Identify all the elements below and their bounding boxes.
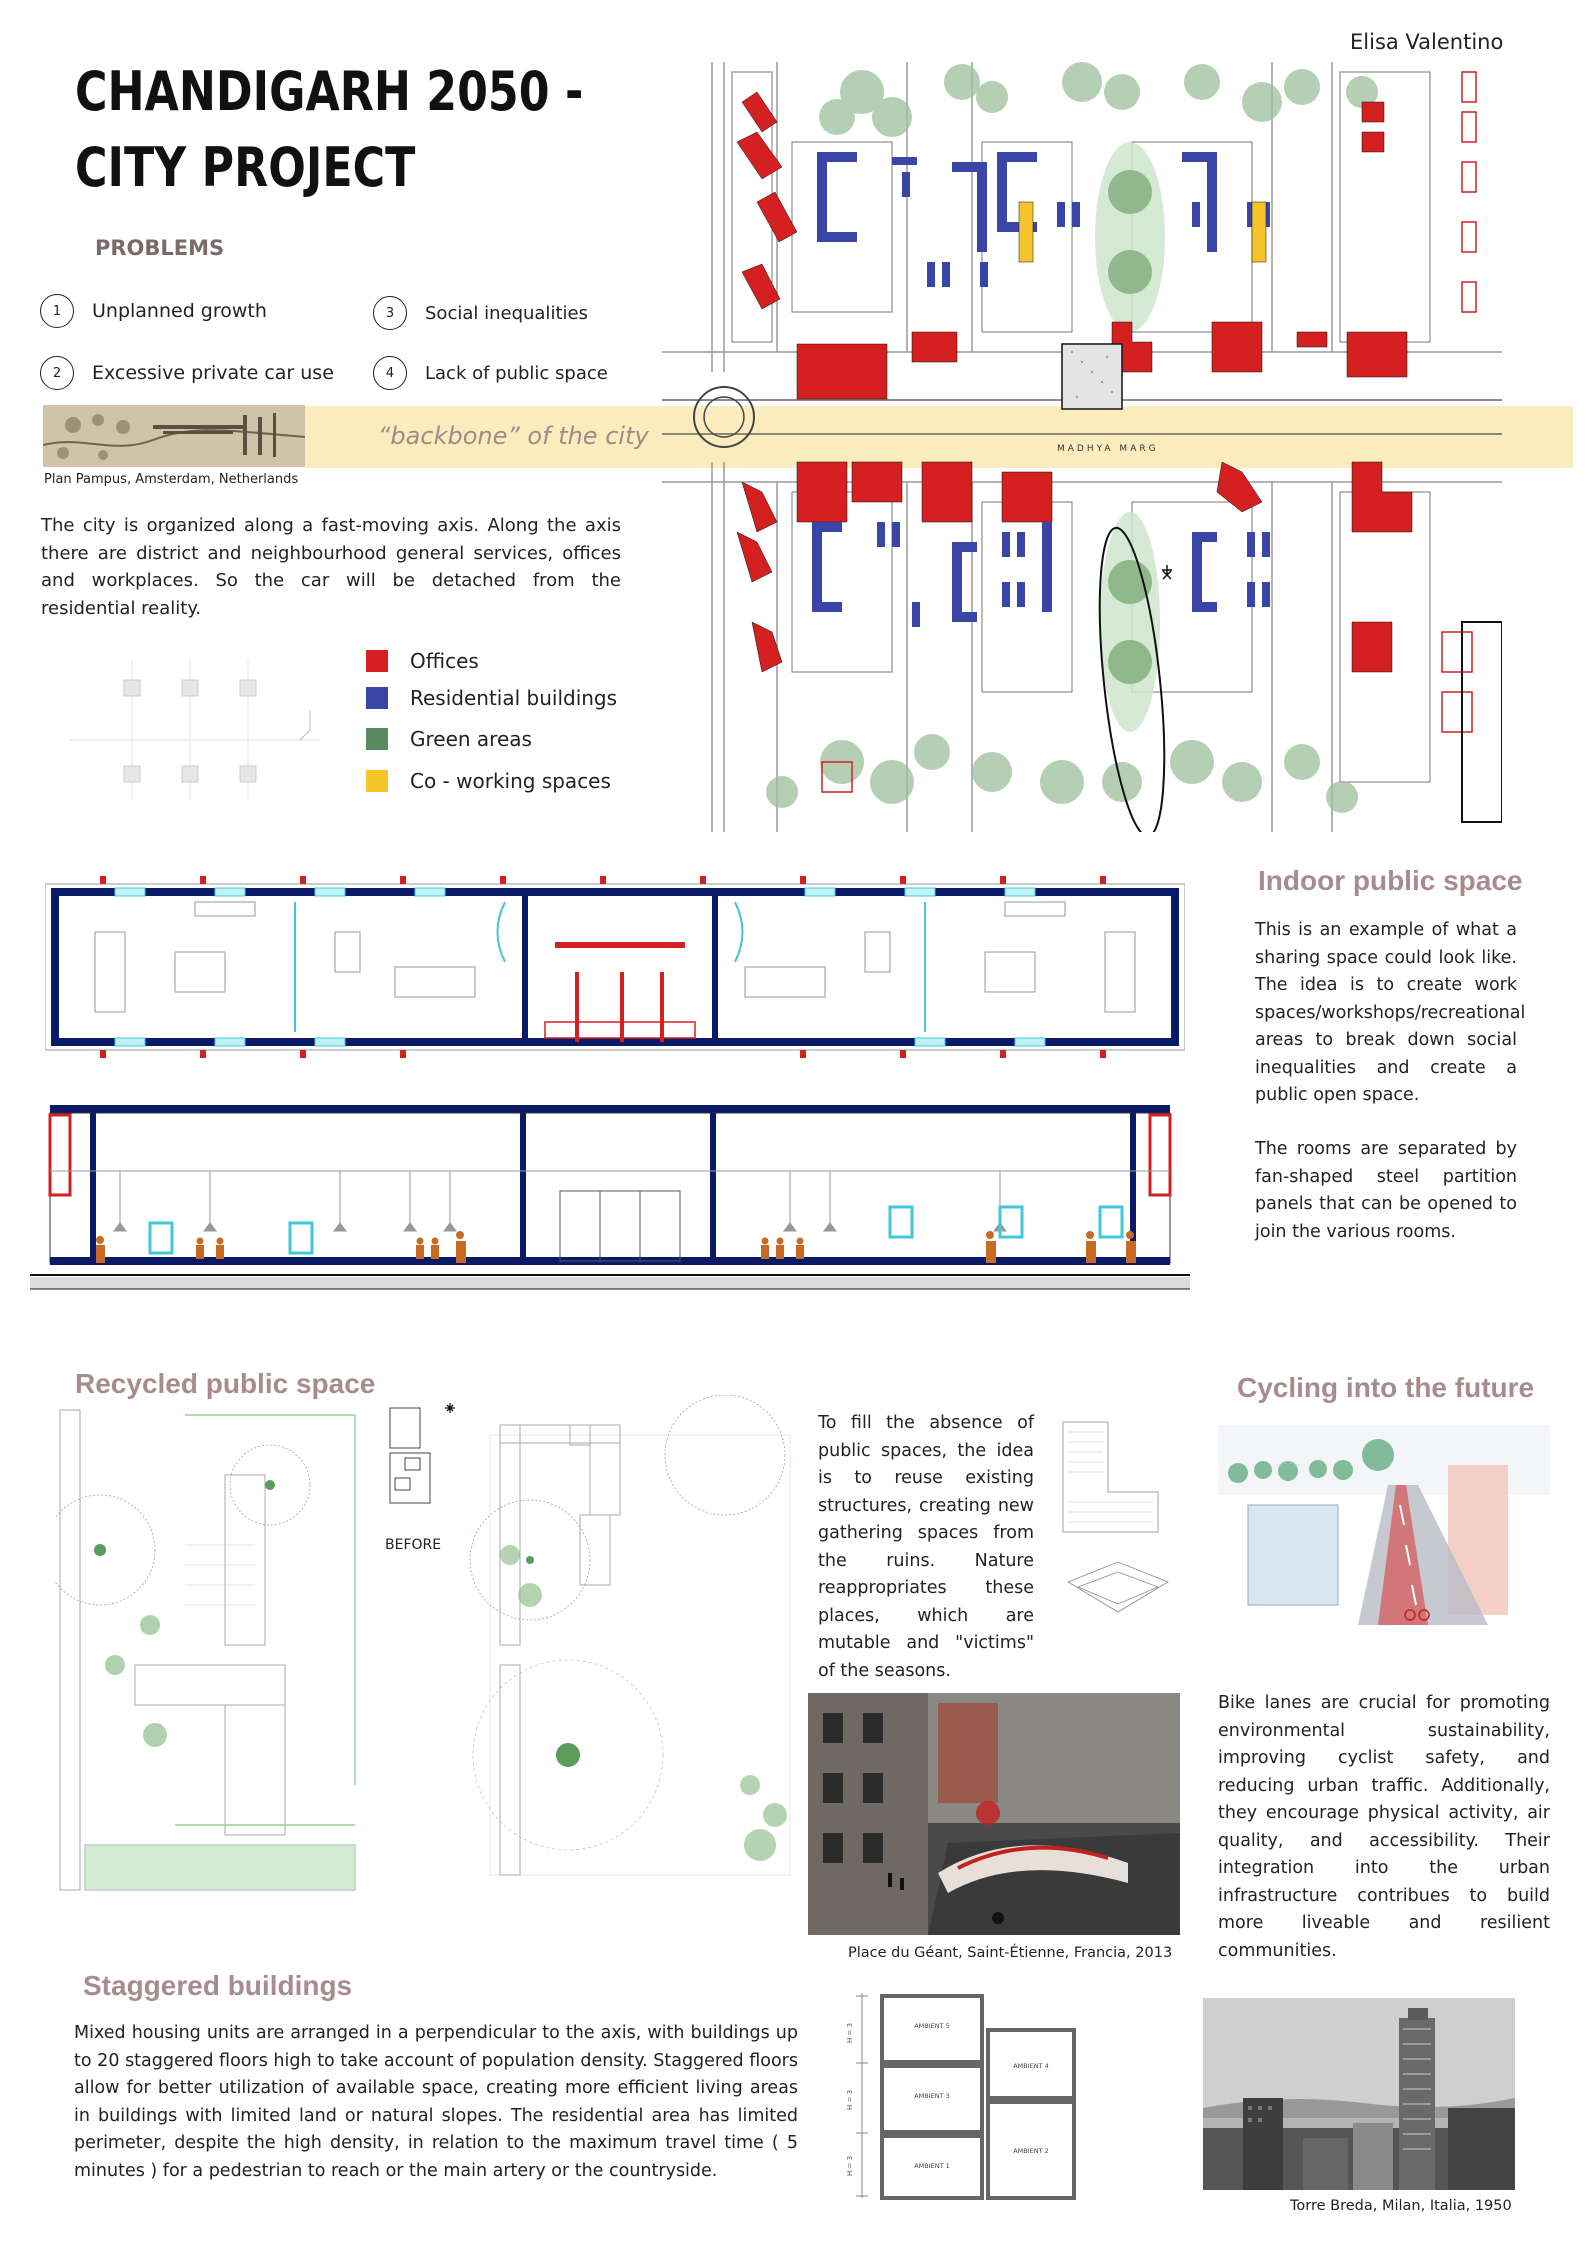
- cycling-heading: Cycling into the future: [1237, 1372, 1535, 1403]
- plan-pampus-image: [43, 405, 305, 467]
- recycled-axonometric: [1058, 1412, 1178, 1652]
- indoor-section: [30, 1095, 1190, 1335]
- ambient-label: AMBIENT 1: [914, 2162, 950, 2170]
- problem-label: Social inequalities: [425, 302, 588, 324]
- residential-swatch: [366, 687, 388, 709]
- recycled-text: To fill the absence of public spaces, the idea is to reuse existing structures, creating new gathering spaces from the ruins. Nature reappropriates these places, which are mutable and "victims" of the seasons.: [818, 1413, 1034, 1681]
- recycled-heading: Recycled public space: [75, 1368, 376, 1399]
- number-badge: 4: [373, 356, 407, 390]
- legend-green: [366, 727, 532, 751]
- before-label: BEFORE: [385, 1537, 442, 1553]
- cycling-text: Bike lanes are crucial for promoting environmental sustainability, improving cyclist safety, and reducing urban traffic. Additionally, they encourage physical activity, air quality, and accessibility. Their integration into the urban infrastructure contribues to build more liveable and resilient communities.: [1218, 1693, 1550, 1961]
- legend-label: Co - working spaces: [410, 769, 611, 793]
- legend-label: Offices: [410, 649, 479, 673]
- problem-label: Excessive private car use: [92, 362, 334, 384]
- problem-label: Lack of public space: [425, 362, 608, 384]
- problem-label: Unplanned growth: [92, 300, 267, 322]
- ambient-label: AMBIENT 3: [914, 2092, 950, 2100]
- place-du-geant-caption: Place du Géant, Saint-Étienne, Francia, 2013: [848, 1945, 1173, 1961]
- page-title-line1: CHANDIGARH 2050 -: [75, 60, 584, 123]
- legend-coworking: [366, 769, 611, 793]
- recycled-plan-right: [440, 1395, 810, 1885]
- number-badge: 1: [40, 294, 74, 328]
- number-badge: 3: [373, 296, 407, 330]
- dim-label: H = 3: [846, 2022, 854, 2044]
- recycled-plan-left: [55, 1405, 365, 1895]
- staggered-text: Mixed housing units are arranged in a perpendicular to the axis, with buildings up to 20 staggered floors high to take account of population density. Staggered floors allow for better utilization of available space, creating more efficient living areas in buildings with limited land or natural slopes. The residential area has limited perimeter, despite the high density, in relation to the maximum travel time ( 5 minutes ) for a pedestrian to reach or the main artery or the countryside.: [74, 2023, 798, 2181]
- problem-item-4: [373, 356, 608, 390]
- indoor-paragraph-1: This is an example of what a sharing space could look like. The idea is to create work spaces/workshops/recreational areas to break down social inequalities and create a public open space.: [1255, 920, 1526, 1105]
- offices-swatch: [366, 650, 388, 672]
- ambient-label: AMBIENT 5: [914, 2022, 950, 2030]
- staggered-section-diagram: [842, 1988, 1078, 2203]
- author-name: Elisa Valentino: [1350, 30, 1504, 54]
- legend-label: Green areas: [410, 727, 532, 751]
- ambient-label: AMBIENT 2: [1013, 2147, 1049, 2155]
- torre-breda-caption: Torre Breda, Milan, Italia, 1950: [1290, 2198, 1512, 2214]
- torre-breda-photo: [1203, 1998, 1515, 2190]
- backbone-label: “backbone” of the city: [378, 422, 649, 450]
- legend-offices: [366, 649, 479, 673]
- dim-label: H = 3: [846, 2155, 854, 2177]
- coworking-swatch: [366, 770, 388, 792]
- ambient-label: AMBIENT 4: [1013, 2062, 1049, 2070]
- indoor-floor-plan: [45, 872, 1185, 1082]
- page-title-line2: CITY PROJECT: [75, 136, 416, 199]
- master-plan: [662, 62, 1502, 832]
- axis-description: The city is organized along a fast-moving axis. Along the axis there are district and neighbourhood general services, offices and workplaces. So the car will be detached from the residential reality.: [41, 515, 621, 619]
- grid-diagram: [60, 660, 330, 800]
- place-du-geant-photo: [808, 1693, 1180, 1935]
- dim-label: H = 3: [846, 2089, 854, 2111]
- problem-item-1: [40, 294, 267, 328]
- indoor-heading: Indoor public space: [1258, 865, 1523, 896]
- cycling-sketch: [1218, 1425, 1550, 1643]
- problem-item-3: [373, 296, 588, 330]
- indoor-paragraph-2: The rooms are separated by fan-shaped steel partition panels that can be opened to join the various rooms.: [1255, 1139, 1517, 1242]
- staggered-heading: Staggered buildings: [83, 1970, 353, 2001]
- problem-item-2: [40, 356, 334, 390]
- problems-heading: PROBLEMS: [95, 236, 225, 260]
- legend-label: Residential buildings: [410, 686, 618, 710]
- plan-caption: Plan Pampus, Amsterdam, Netherlands: [44, 472, 299, 487]
- number-badge: 2: [40, 356, 74, 390]
- green-swatch: [366, 728, 388, 750]
- road-label: MADHYA MARG: [1057, 444, 1159, 454]
- legend-residential: [366, 686, 617, 710]
